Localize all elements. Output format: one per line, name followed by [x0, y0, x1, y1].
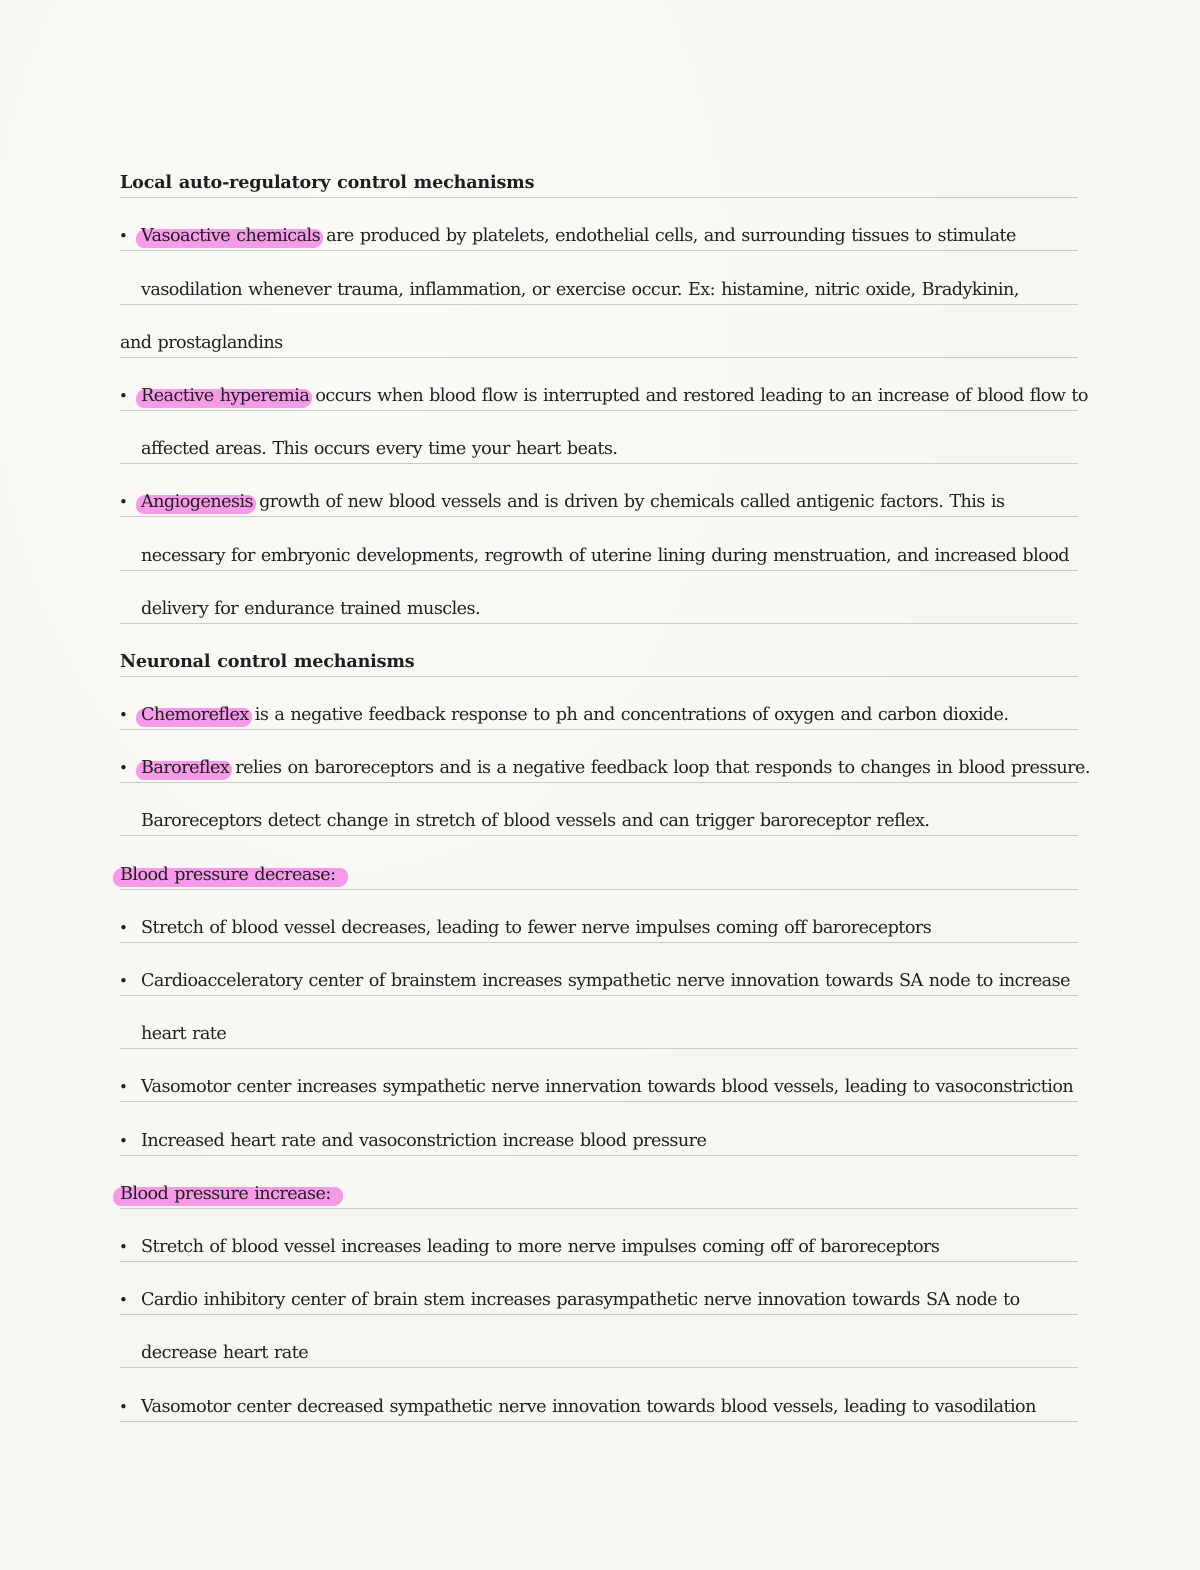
- highlighted-heading: Blood pressure decrease:: [120, 864, 336, 885]
- highlighted-term: Reactive hyperemia: [141, 385, 310, 406]
- list-item: [120, 1262, 1078, 1315]
- item-text: necessary for embryonic developments, regrowth of uterine lining during menstruation, and increased blood: [141, 545, 1070, 566]
- list-item: [120, 1049, 1078, 1102]
- bullet-glyph: •: [119, 972, 128, 990]
- item-text: Increased heart rate and vasoconstriction increase blood pressure: [141, 1130, 707, 1151]
- bullet-glyph: •: [119, 1291, 128, 1310]
- bullet-glyph: •: [119, 1131, 128, 1150]
- heading-neuronal-control: [120, 624, 1078, 677]
- highlighted-term: Chemoreflex: [141, 705, 249, 726]
- highlighted-heading: Blood pressure increase:: [120, 1183, 331, 1204]
- list-item-vasoactive: [120, 198, 1078, 251]
- item-text: delivery for endurance trained muscles.: [141, 598, 481, 619]
- list-item-continuation: [120, 996, 1078, 1049]
- bullet-glyph: •: [119, 227, 128, 246]
- list-item: [120, 1209, 1078, 1262]
- notes-content: [119, 145, 1090, 1422]
- bullet-glyph: •: [119, 1078, 128, 1097]
- list-item: [120, 890, 1078, 943]
- item-text: Stretch of blood vessel increases leading to more nerve impulses coming off of baroreceptors: [141, 1236, 940, 1257]
- heading-text: Neuronal control mechanisms: [120, 650, 415, 672]
- item-text: are produced by platelets, endothelial cells, and surrounding tissues to stimulate: [320, 226, 1016, 247]
- item-text: affected areas. This occurs every time your heart beats.: [141, 439, 618, 460]
- item-text: decrease heart rate: [141, 1343, 309, 1364]
- list-item-angiogenesis: [120, 464, 1078, 517]
- list-item-reactive-hyperemia: [119, 358, 1088, 411]
- highlighted-term: Angiogenesis: [141, 492, 254, 513]
- bullet-glyph: •: [119, 706, 128, 725]
- item-text: Cardio inhibitory center of brain stem increases parasympathetic nerve innovation towards SA node to: [141, 1290, 1020, 1311]
- bullet-glyph: •: [119, 386, 128, 405]
- list-item-continuation: [120, 251, 1078, 304]
- list-item-baroreflex: [119, 730, 1090, 783]
- heading-bp-increase: [120, 1156, 1078, 1209]
- heading-text: Local auto-regulatory control mechanisms: [120, 172, 535, 194]
- highlighted-term: Vasoactive chemicals: [141, 226, 321, 247]
- list-item: [120, 1368, 1078, 1421]
- item-text: heart rate: [141, 1024, 227, 1045]
- list-item-continuation: [120, 783, 1078, 836]
- item-text: Vasomotor center decreased sympathetic nerve innovation towards blood vessels, leading to vasodilation: [141, 1396, 1036, 1417]
- bullet-glyph: •: [119, 1237, 128, 1256]
- item-text: vasodilation whenever trauma, inflammation, or exercise occur. Ex: histamine, nitric oxide, Bradykinin,: [141, 279, 1019, 300]
- item-text: and prostaglandins: [120, 332, 283, 353]
- heading-bp-decrease: [120, 836, 1078, 889]
- bullet-glyph: •: [119, 1397, 128, 1416]
- bullet-glyph: •: [119, 918, 128, 937]
- item-text: Vasomotor center increases sympathetic nerve innervation towards blood vessels, leading to vasoconstriction: [141, 1077, 1074, 1098]
- item-text: growth of new blood vessels and is driven by chemicals called antigenic factors. This is: [253, 492, 1005, 513]
- list-item-continuation: [120, 517, 1078, 570]
- heading-local-autoregulatory: [120, 145, 1078, 198]
- list-item-continuation: [120, 1315, 1078, 1368]
- item-text: Baroreceptors detect change in stretch of blood vessels and can trigger baroreceptor reflex.: [141, 811, 930, 832]
- bullet-glyph: •: [119, 759, 128, 778]
- item-text: is a negative feedback response to ph and concentrations of oxygen and carbon dioxide.: [248, 705, 1009, 726]
- highlighted-term: Baroreflex: [141, 758, 230, 779]
- list-item-continuation: [120, 571, 1078, 624]
- list-item-continuation: [120, 411, 1078, 464]
- item-text: Cardioacceleratory center of brainstem increases sympathetic nerve innovation towards SA node to increase: [141, 971, 1070, 991]
- item-text: Stretch of blood vessel decreases, leading to fewer nerve impulses coming off baroreceptors: [141, 917, 932, 938]
- list-item: [120, 1102, 1078, 1155]
- list-item: [120, 943, 1078, 996]
- item-text: relies on baroreceptors and is a negative feedback loop that responds to changes in blood pressure.: [229, 758, 1090, 779]
- bullet-glyph: •: [119, 493, 128, 512]
- list-item-chemoreflex: [120, 677, 1078, 730]
- list-item-continuation: [120, 305, 1078, 358]
- item-text: occurs when blood flow is interrupted and restored leading to an increase of blood flow to: [309, 385, 1088, 406]
